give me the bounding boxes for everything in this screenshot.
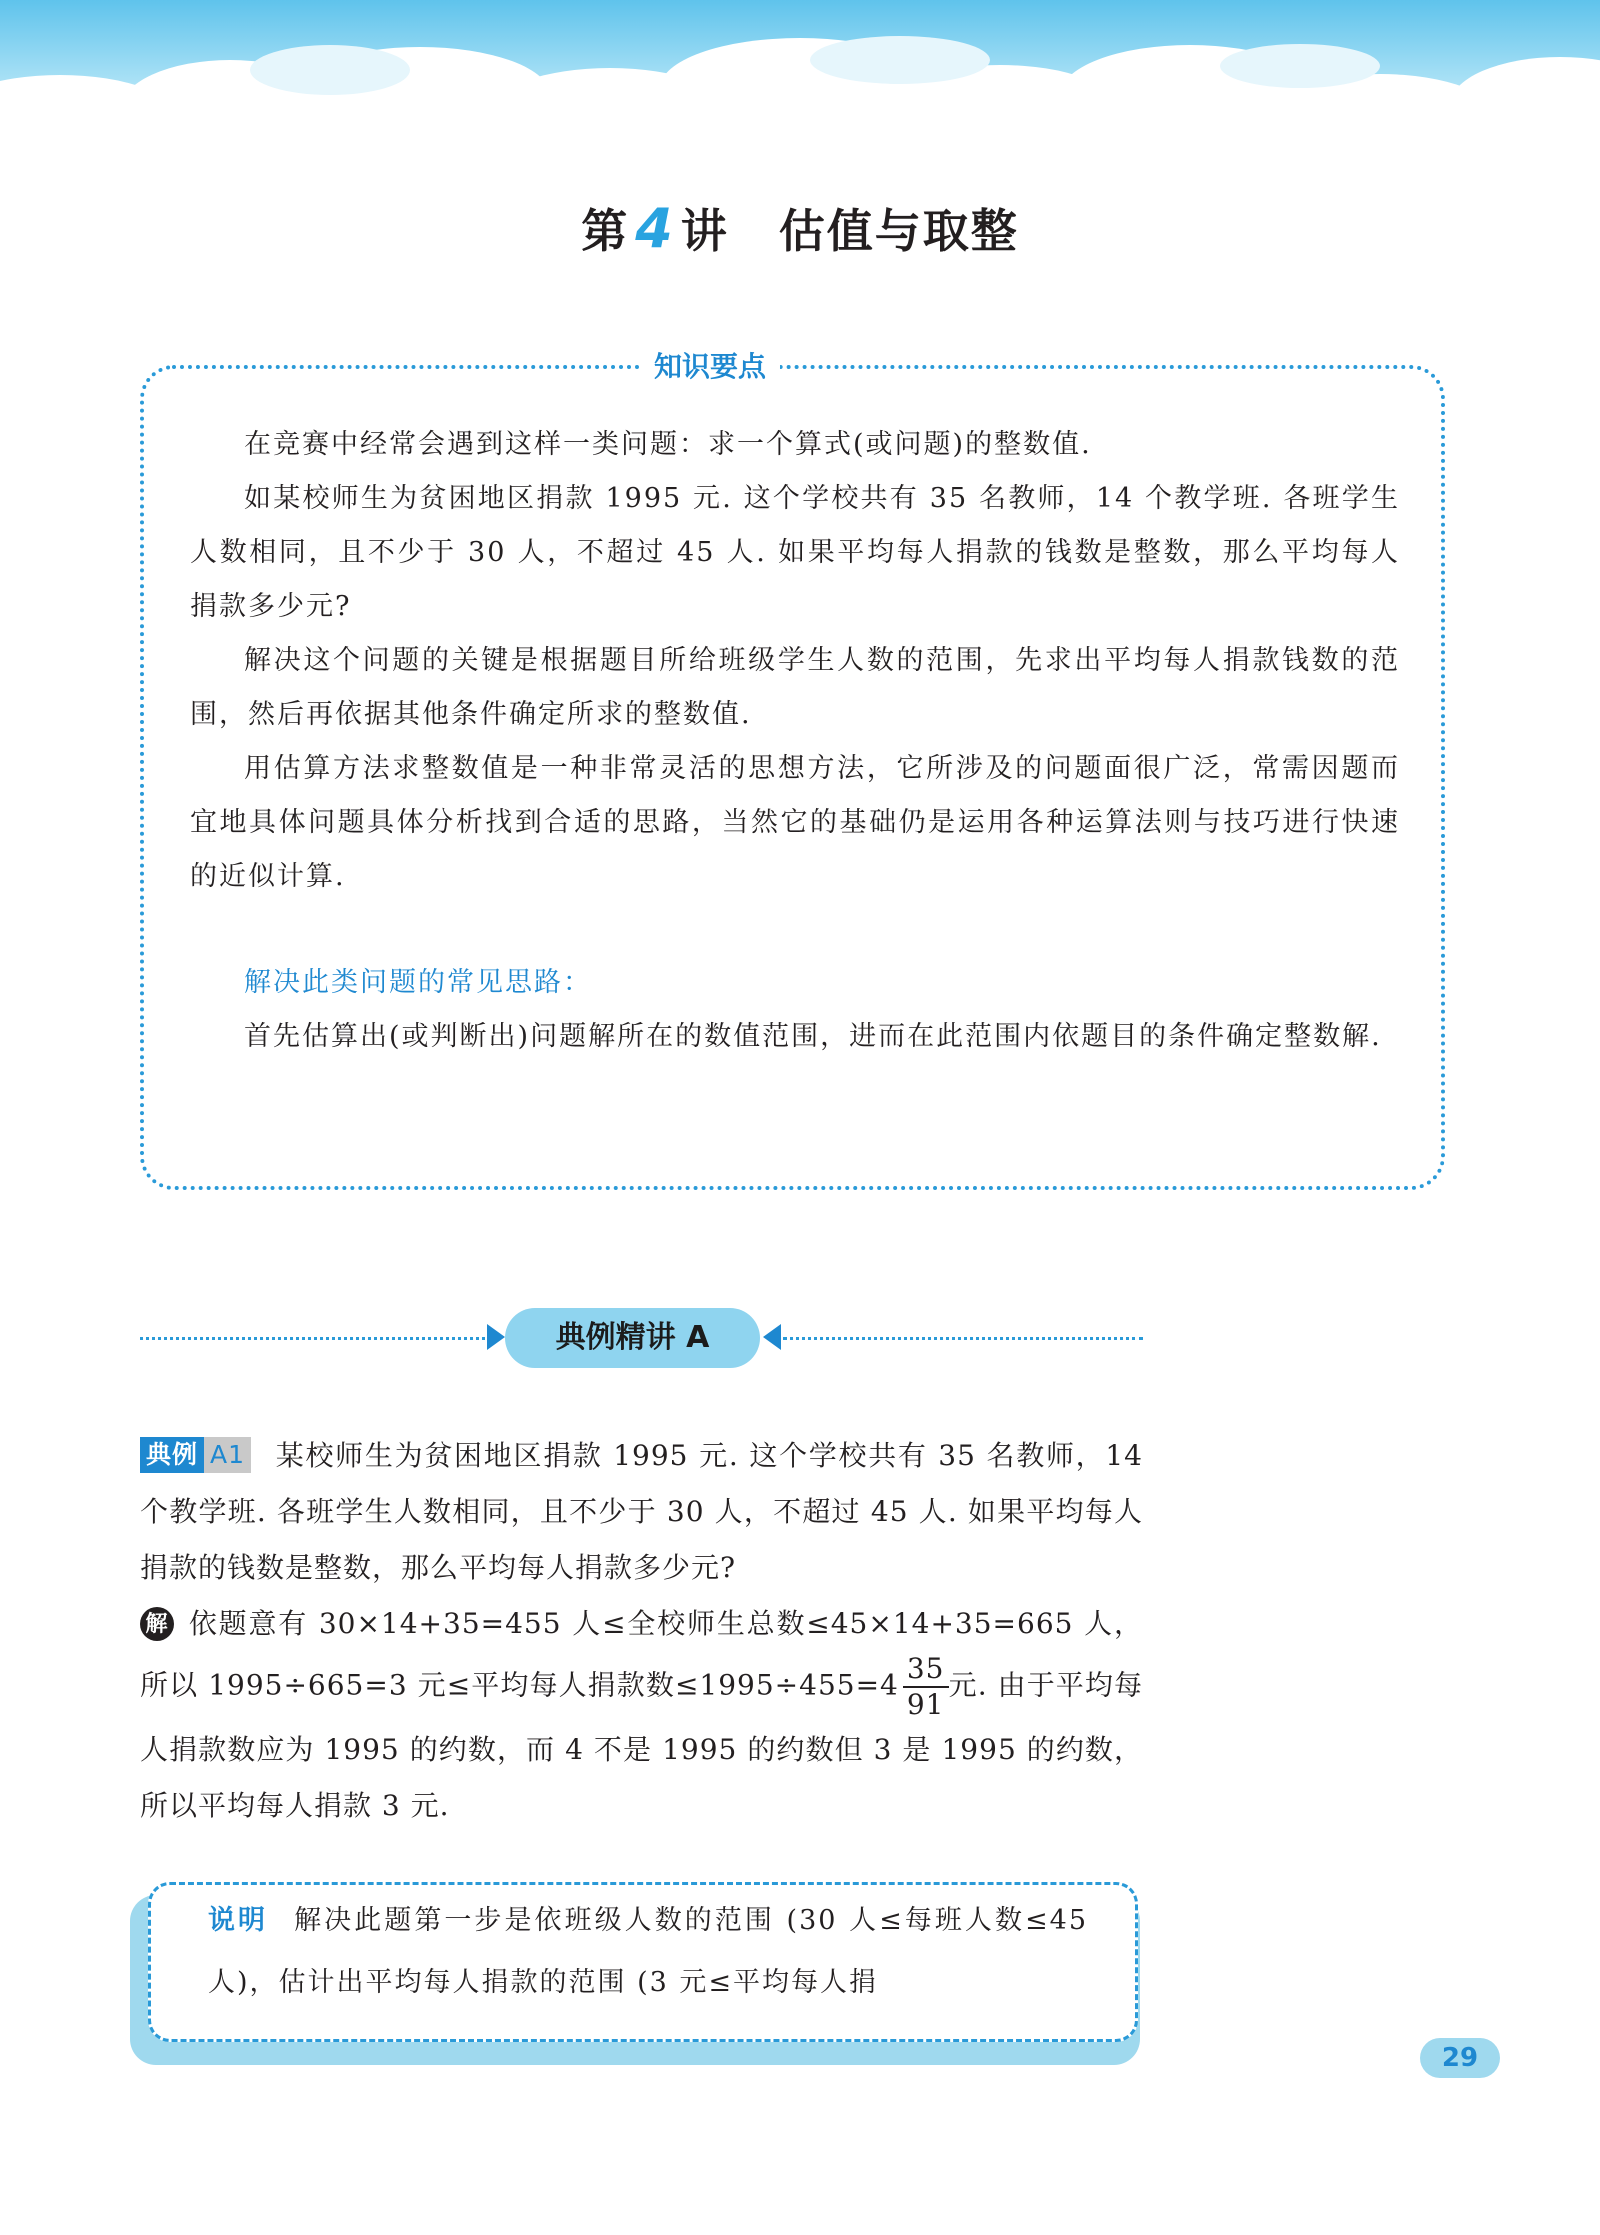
note-text: 解决此题第一步是依班级人数的范围 (30 人≤每班人数≤45 人)，估计出平均每人捐款的范围 (3 元≤平均每人捐	[208, 1905, 1088, 1998]
section-banner: 典例精讲 A	[505, 1308, 760, 1368]
knowledge-points-label: 知识要点	[640, 345, 780, 385]
lecture-number: 4	[635, 197, 675, 260]
solution-marker-icon: 解	[140, 1607, 174, 1641]
knowledge-paragraph: 如某校师生为贫困地区捐款 1995 元. 这个学校共有 35 名教师，14 个教学班. 各班学生人数相同，且不少于 30 人，不超过 45 人. 如果平均每人捐款的钱数是整数，那么平均每人捐款多少元?	[190, 483, 1400, 622]
title-topic: 估值与取整	[778, 204, 1019, 258]
page-number: 29	[1420, 2038, 1500, 2078]
example-id-tag: A1	[204, 1437, 251, 1473]
fraction-denominator: 91	[906, 1688, 945, 1721]
banner-left-line	[140, 1337, 485, 1340]
example-problem	[140, 1428, 1143, 1596]
knowledge-paragraph: 解决这个问题的关键是根据题目所给班级学生人数的范围，先求出平均每人捐款钱数的范围，然后再依据其他条件确定所求的整数值.	[190, 645, 1400, 730]
banner-right-arrow-icon	[763, 1324, 781, 1350]
lecture-title	[0, 195, 1600, 261]
fraction-numerator: 35	[903, 1652, 949, 1688]
example-solution	[140, 1596, 1143, 1834]
approach-text: 首先估算出(或判断出)问题解所在的数值范围，进而在此范围内依题目的条件确定整数解.	[244, 1021, 1382, 1052]
example-problem-text: 某校师生为贫困地区捐款 1995 元. 这个学校共有 35 名教师，14 个教学班. 各班学生人数相同，且不少于 30 人，不超过 45 人. 如果平均每人捐款的钱数是整数，那么平均每人捐款多少元?	[140, 1439, 1143, 1584]
banner-left-arrow-icon	[487, 1324, 505, 1350]
example-tag: 典例	[140, 1437, 204, 1473]
knowledge-paragraph: 用估算方法求整数值是一种非常灵活的思想方法，它所涉及的问题面很广泛，常需因题而宜地具体问题具体分析找到合适的思路，当然它的基础仍是运用各种运算法则与技巧进行快速的近似计算.	[190, 753, 1400, 892]
solution-text-part1: 依题意有 30×14+35=455 人≤全校师生总数≤45×14+35=665 人，所以 1995÷665=3 元≤平均每人捐款数≤1995÷455=4	[140, 1607, 1143, 1702]
note-text-block	[208, 1890, 1088, 2014]
solution-text-part2: 元. 由于平均每人捐款数应为 1995 的约数，而 4 不是 1995 的约数但 3 是 1995 的约数，所以平均每人捐款 3 元.	[140, 1668, 1143, 1822]
title-prefix: 第	[581, 204, 630, 258]
example-block	[140, 1428, 1143, 1834]
banner-right-line	[783, 1337, 1143, 1340]
fraction	[903, 1652, 949, 1722]
knowledge-paragraph: 在竞赛中经常会遇到这样一类问题：求一个算式(或问题)的整数值.	[244, 429, 1092, 460]
sky-header-decoration	[0, 0, 1600, 160]
title-suffix: 讲	[680, 204, 729, 258]
approach-heading: 解决此类问题的常见思路：	[244, 967, 592, 998]
note-label: 说明	[208, 1905, 269, 1936]
knowledge-points-text	[190, 418, 1400, 1064]
